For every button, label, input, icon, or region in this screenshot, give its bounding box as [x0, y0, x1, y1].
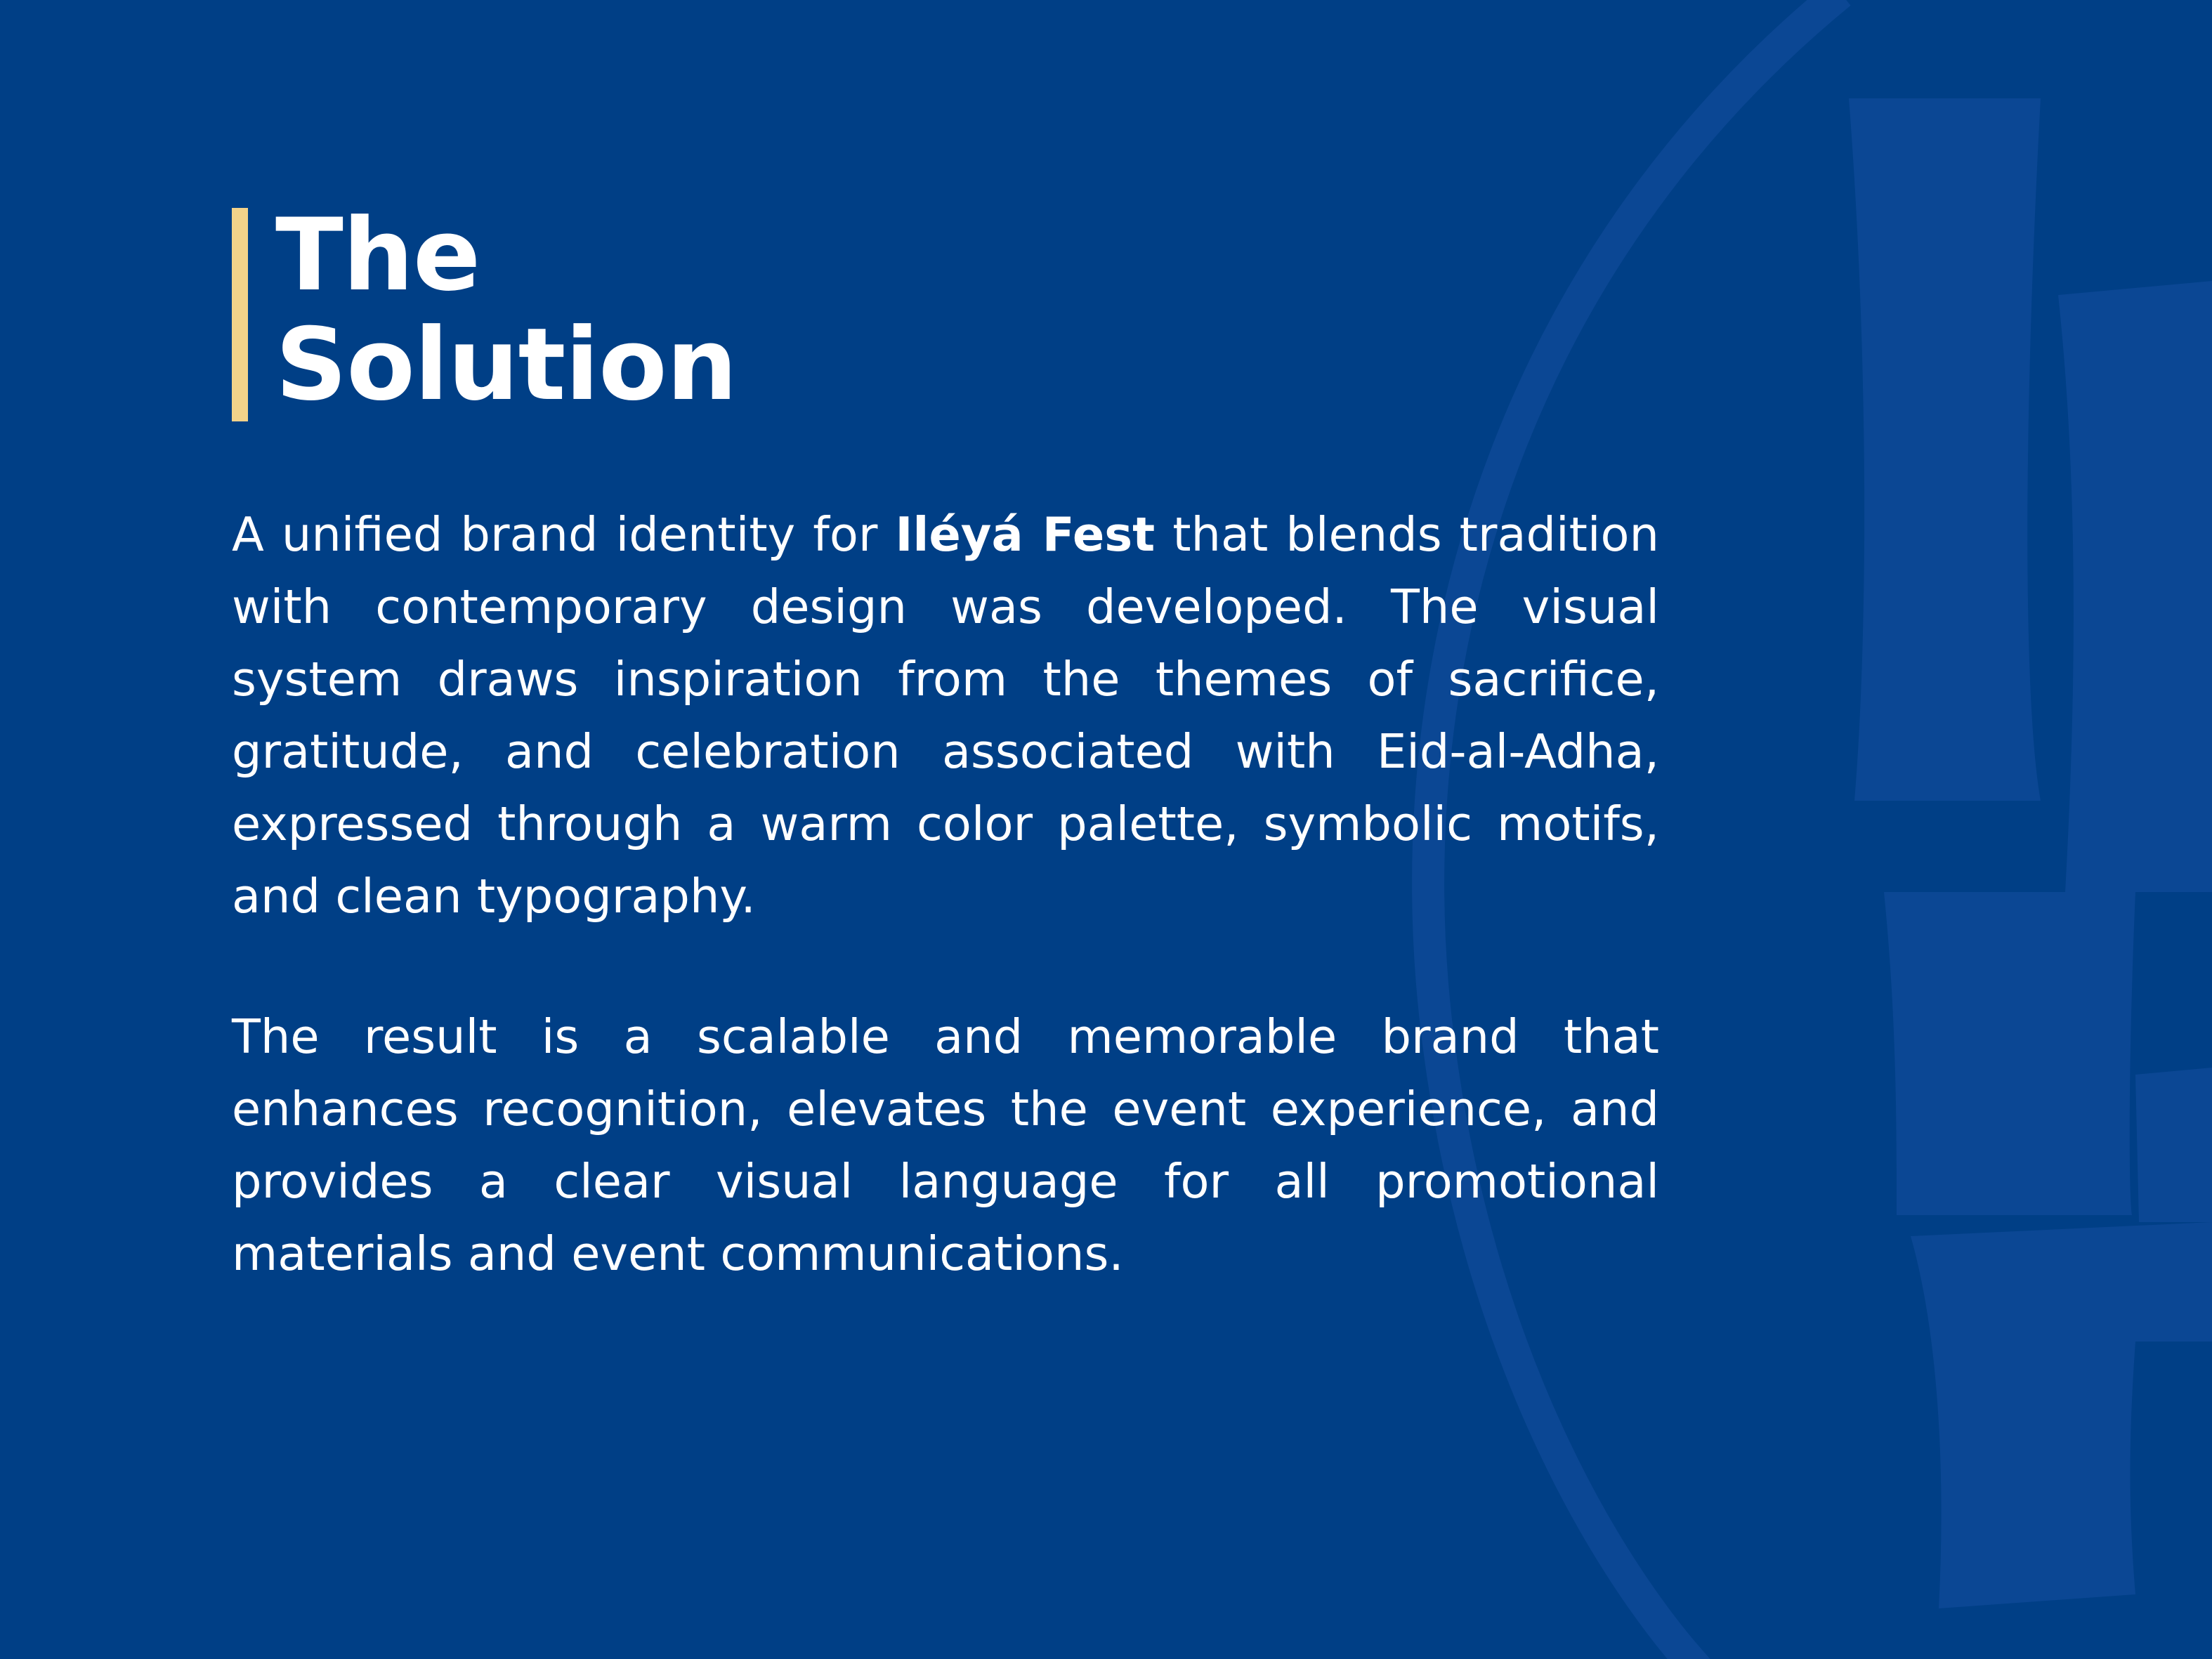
heading-accent-bar — [232, 208, 248, 421]
background-bar-2 — [2058, 281, 2212, 892]
solution-paragraph-1 — [232, 499, 1659, 933]
solution-paragraph-2: The result is a scalable and memorable brand that enhances recognition, elevates the event experience, and provides a clear visual language for all promotional materials and event communications. — [232, 1009, 1659, 1281]
page-title-line-2: Solution — [275, 307, 737, 423]
background-bar-4 — [2135, 1068, 2212, 1222]
background-bar-3 — [1884, 892, 2135, 1215]
brand-name: Iléyá Fest — [895, 507, 1156, 562]
paragraph-1-body: that blends tradition with contemporary design was developed. The visual system draws inspiration from the themes of sacrifice, gratitude, and celebration associated with Eid-al-Adha, expressed through a warm color palette, symbolic motifs, and clean typography. — [232, 507, 1660, 924]
page-title — [275, 197, 737, 423]
background-bar-1 — [1849, 98, 2041, 801]
paragraph-1-intro: A unified brand identity for — [232, 507, 896, 562]
page-title-line-1: The — [275, 197, 480, 313]
background-bar-5 — [1911, 1222, 2212, 1608]
